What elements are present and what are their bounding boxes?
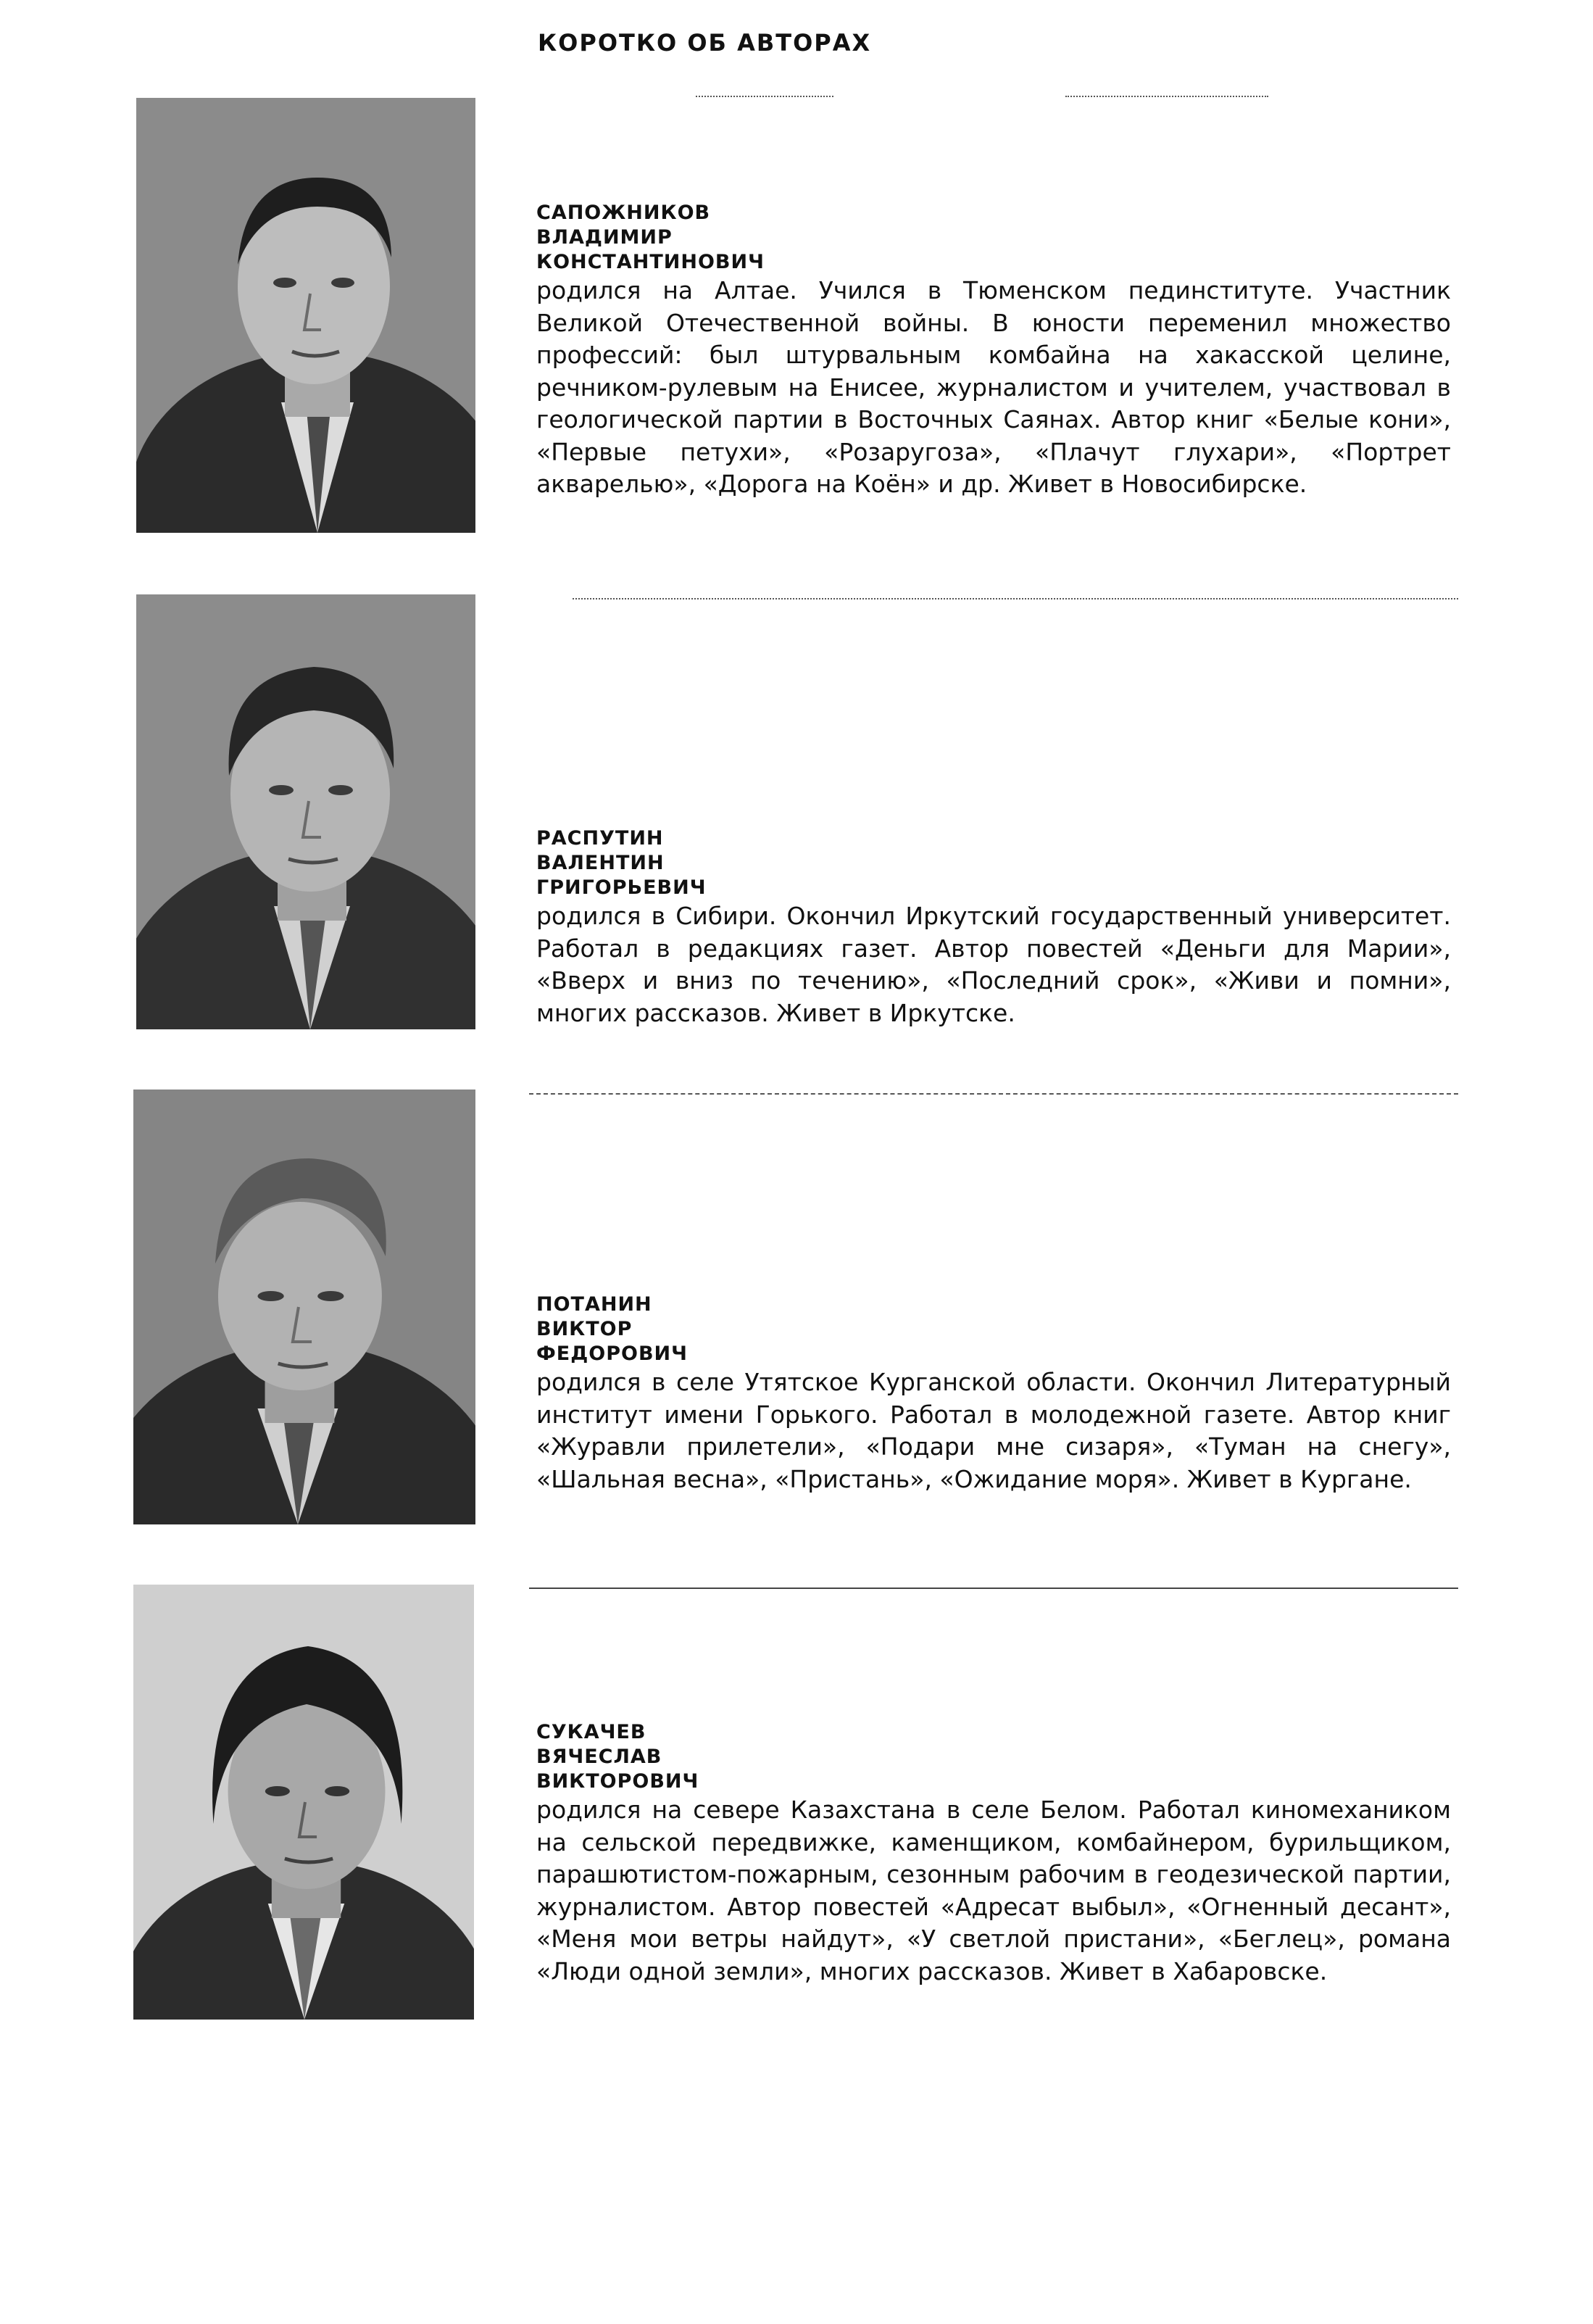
author-photo [136,98,475,533]
author-bio [536,201,1451,501]
divider-line [696,96,833,97]
author-first-name: ВЯЧЕСЛАВ [536,1746,662,1768]
author-biography: родился в селе Утятское Курганской области. Окончил Литературный институт имени Горького. Работал в молодежной газете. Автор книг «Журавли прилетели», «Подари мне сизаря», «Туман на снегу», «Шальная весна», «Пристань», «Ожидание моря». Живет в Кургане. [536,1368,1451,1493]
author-photo [136,594,475,1029]
author-patronymic: ГРИГОРЬЕВИЧ [536,876,707,899]
divider-line [1065,96,1268,97]
author-surname: ПОТАНИН [536,1293,652,1316]
author-surname: РАСПУТИН [536,827,664,850]
author-first-name: ВИКТОР [536,1318,633,1340]
author-biography: родился на Алтае. Учился в Тюменском пединституте. Участник Великой Отечественной войны. В юности переменил множество профессий: был штурвальным комбайна на хакасской целине, речником-рулевым на Енисее, журналистом и учителем, участвовал в геологической партии в Восточных Саянах. Автор книг «Белые кони», «Первые петухи», «Розаругоза», «Плачут глухари», «Портрет акварелью», «Дорога на Коён» и др. Живет в Новосибирске. [536,276,1451,498]
author-patronymic: ВИКТОРОВИЧ [536,1770,699,1793]
author-surname: СУКАЧЕВ [536,1721,646,1743]
author-patronymic: КОНСТАНТИНОВИЧ [536,251,765,273]
page-title: КОРОТКО ОБ АВТОРАХ [538,29,872,57]
divider-line [529,1588,1458,1589]
author-biography: родился на севере Казахстана в селе Белом. Работал киномехаником на сельской передвижке, каменщиком, комбайнером, бурильщиком, парашютистом-пожарным, сезонным рабочим в геодезической партии, журналистом. Автор повестей «Адресат выбыл», «Огненный десант», «Меня мои ветры найдут», «У светлой пристани», «Беглец», романа «Люди одной земли», многих рассказов. Живет в Хабаровске. [536,1796,1451,1985]
author-photo [133,1090,475,1524]
author-bio [536,1720,1451,1988]
author-bio [536,1292,1451,1495]
divider-line [529,1093,1458,1095]
author-biography: родился в Сибири. Окончил Иркутский государственный университет. Работал в редакциях газет. Автор повестей «Деньги для Марии», «Вверх и вниз по течению», «Последний срок», «Живи и помни», многих рассказов. Живет в Иркутске. [536,902,1451,1027]
author-patronymic: ФЕДОРОВИЧ [536,1342,688,1365]
author-bio [536,826,1451,1029]
author-first-name: ВАЛЕНТИН [536,852,665,874]
author-photo [133,1585,474,2020]
author-first-name: ВЛАДИМИР [536,226,673,249]
divider-line [573,598,1458,599]
author-surname: САПОЖНИКОВ [536,202,711,224]
